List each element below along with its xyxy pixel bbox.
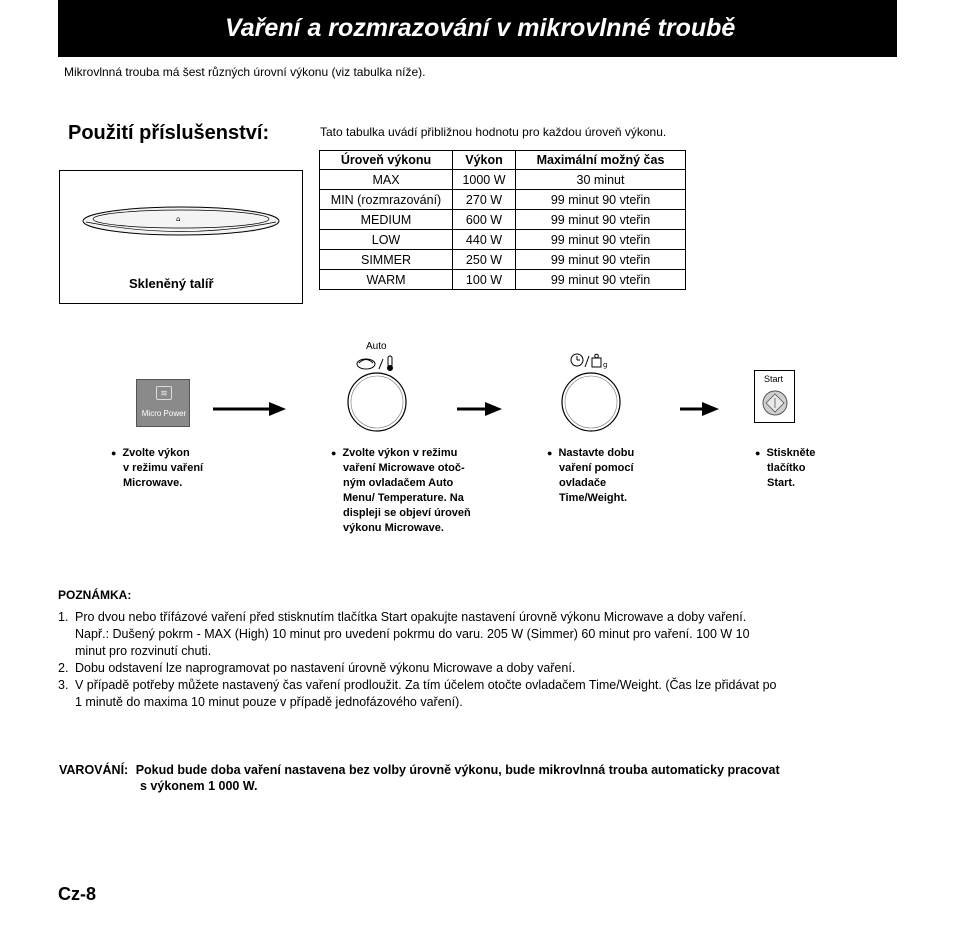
auto-menu-dial[interactable] bbox=[346, 371, 408, 433]
table-cell: MIN (rozmrazování) bbox=[320, 190, 453, 210]
table-intro: Tato tabulka uvádí přibližnou hodnotu pro každou úroveň výkonu. bbox=[320, 125, 667, 139]
table-cell: LOW bbox=[320, 230, 453, 250]
step-4-text: ● Stiskněte tlačítko Start. bbox=[755, 447, 816, 489]
arrow-right-icon bbox=[680, 401, 719, 417]
table-cell: 270 W bbox=[453, 190, 516, 210]
table-header-row bbox=[320, 151, 686, 170]
notes-heading: POZNÁMKA: bbox=[58, 588, 132, 602]
accessories-heading: Použití příslušenství: bbox=[68, 122, 270, 144]
table-cell: 99 minut 90 vteřin bbox=[516, 270, 686, 290]
warning-text-line1: Pokud bude doba vaření nastavena bez volby úrovně výkonu, bude mikrovlnná trouba automaticky pracovat bbox=[135, 763, 780, 777]
table-row bbox=[320, 190, 686, 210]
plate-caption: Skleněný talíř bbox=[129, 276, 214, 291]
table-cell: 1000 W bbox=[453, 170, 516, 190]
table-row bbox=[320, 250, 686, 270]
warning-label: VAROVÁNÍ: bbox=[59, 763, 129, 777]
table-cell: 99 minut 90 vteřin bbox=[516, 230, 686, 250]
svg-text:⌂: ⌂ bbox=[176, 215, 181, 223]
start-button[interactable] bbox=[762, 390, 788, 416]
microwave-wave-icon: ≋ bbox=[156, 386, 172, 400]
table-cell: MAX bbox=[320, 170, 453, 190]
table-row bbox=[320, 210, 686, 230]
table-cell: 600 W bbox=[453, 210, 516, 230]
table-cell: 100 W bbox=[453, 270, 516, 290]
bullet-icon: ● bbox=[755, 448, 761, 458]
table-cell: 440 W bbox=[453, 230, 516, 250]
header-power-level: Úroveň výkonu bbox=[320, 151, 453, 170]
bullet-icon: ● bbox=[547, 448, 553, 458]
step-2-text: ● Zvolte výkon v režimu vaření Microwave otoč- ným ovladačem Auto Menu/ Temperature. Na displeji se objeví úroveň výkonu Microwave. bbox=[331, 447, 471, 534]
table-cell: 30 minut bbox=[516, 170, 686, 190]
note-3: 3. V případě potřeby můžete nastavený čas vaření prodloužit. Za tím účelem otočte ovladačem Time/Weight. (Čas lze přidávat po 1 minutě do maxima 10 minut pouze v případě jednofázového vaření). bbox=[58, 678, 777, 709]
note-1: 1. Pro dvou nebo třífázové vaření před stisknutím tlačítka Start opakujte nastavení úrovně výkonu Microwave a doby vaření. Např.: Dušený pokrm - MAX (High) 10 minut pro uvedení pokrmu do varu. 205 W (Simmer) 60 minut pro vaření. 100 W 10 minut pro rozvinutí chuti. bbox=[58, 610, 750, 658]
arrow-right-icon bbox=[213, 401, 286, 417]
table-cell: SIMMER bbox=[320, 250, 453, 270]
table-cell: 99 minut 90 vteřin bbox=[516, 250, 686, 270]
power-level-table bbox=[319, 150, 686, 290]
table-cell: 99 minut 90 vteřin bbox=[516, 190, 686, 210]
step-1-text: ● Zvolte výkon v režimu vaření Microwave. bbox=[111, 447, 204, 489]
note-2: 2. Dobu odstavení lze naprogramovat po nastavení úrovně výkonu Microwave a doby vaření. bbox=[58, 661, 576, 675]
warning-text-line2: s výkonem 1 000 W. bbox=[140, 779, 258, 793]
table-row bbox=[320, 270, 686, 290]
page-number: Cz-8 bbox=[58, 884, 97, 904]
step-3-text: ● Nastavte dobu vaření pomocí ovladače Time/Weight. bbox=[547, 447, 635, 504]
arrow-right-icon bbox=[457, 401, 502, 417]
warning-block bbox=[59, 762, 780, 794]
micro-power-label: Micro Power bbox=[141, 409, 187, 418]
micro-power-button[interactable] bbox=[136, 379, 190, 427]
table-cell: MEDIUM bbox=[320, 210, 453, 230]
time-weight-icon bbox=[570, 352, 610, 370]
table-cell: 250 W bbox=[453, 250, 516, 270]
bullet-icon: ● bbox=[111, 448, 117, 458]
table-cell: WARM bbox=[320, 270, 453, 290]
header-output: Výkon bbox=[453, 151, 516, 170]
svg-text:g: g bbox=[603, 361, 608, 369]
table-row bbox=[320, 170, 686, 190]
header-max-time: Maximální možný čas bbox=[516, 151, 686, 170]
intro-text: Mikrovlnná trouba má šest různých úrovní výkonu (viz tabulka níže). bbox=[64, 65, 426, 79]
auto-menu-temperature-icon bbox=[354, 354, 400, 372]
bullet-icon: ● bbox=[331, 448, 337, 458]
page-title: Vaření a rozmrazování v mikrovlnné troubě bbox=[225, 14, 736, 42]
table-row bbox=[320, 230, 686, 250]
start-label: Start bbox=[764, 374, 784, 384]
time-weight-dial[interactable] bbox=[560, 371, 622, 433]
start-button-panel bbox=[754, 370, 795, 423]
auto-label: Auto bbox=[366, 341, 387, 352]
glass-plate-icon bbox=[78, 199, 284, 243]
table-cell: 99 minut 90 vteřin bbox=[516, 210, 686, 230]
